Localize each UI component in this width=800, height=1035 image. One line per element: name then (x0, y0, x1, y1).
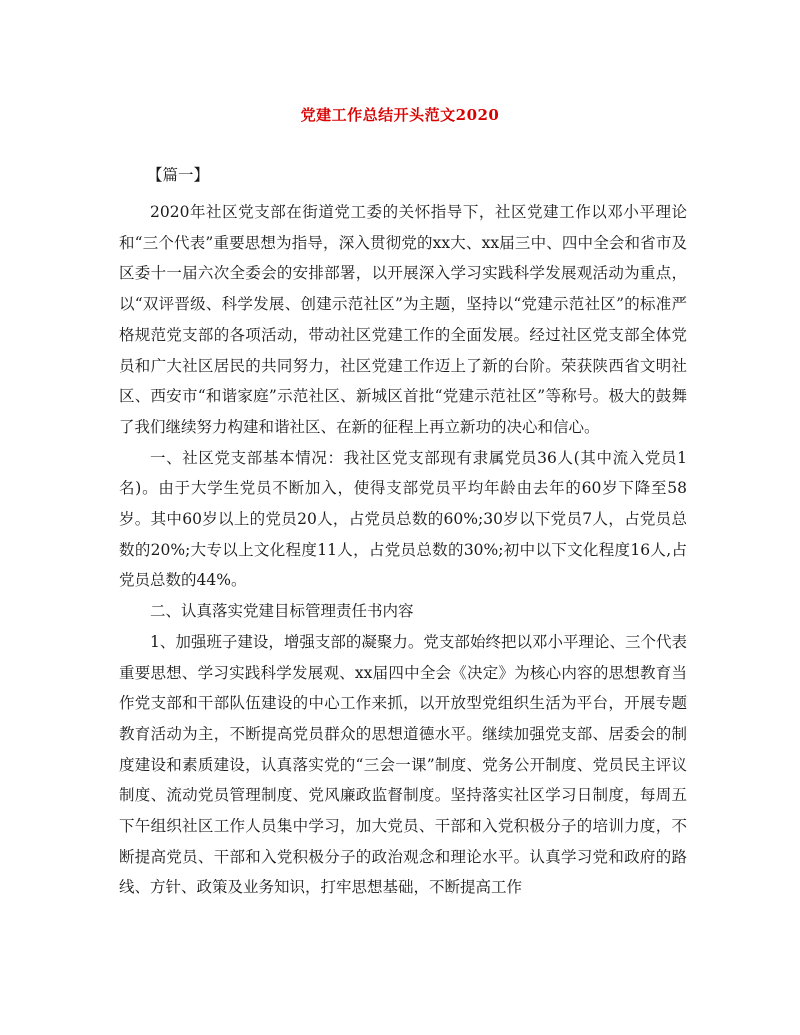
paragraph-basic-info: 一、社区党支部基本情况：我社区党支部现有隶属党员36人(其中流入党员1名)。由于大学生党员不断加入，使得支部党员平均年龄由去年的60岁下降至58岁。其中60岁以上的党员20人，占党员总数的60%;30岁以下党员7人，占党员总数的20%;大专以上文化程度11人，占党员总数的30%;初中以下文化程度16人,占党员总数的44%。 (119, 448, 687, 590)
paragraph-team-building: 1、加强班子建设，增强支部的凝聚力。党支部始终把以邓小平理论、三个代表重要思想、学习实践科学发展观、xx届四中全会《决定》为核心内容的思想教育当作党支部和干部队伍建设的中心工作来抓，以开放型党组织生活为平台，开展专题教育活动为主，不断提高党员群众的思想道德水平。继续加强党支部、居委会的制度建设和素质建设，认真落实党的“三会一课”制度、党务公开制度、党员民主评议制度、流动党员管理制度、党风廉政监督制度。坚持落实社区学习日制度，每周五下午组织社区工作人员集中学习，加大党员、干部和入党积极分子的培训力度，不断提高党员、干部和入党积极分子的政治观念和理论水平。认真学习党和政府的路线、方针、政策及业务知识，打牢思想基础，不断提高工作 (119, 632, 687, 897)
document-body (119, 197, 687, 903)
section-label: 【篇一】 (147, 166, 210, 184)
paragraph-heading-two: 二、认真落实党建目标管理责任书内容 (150, 602, 414, 621)
document-title: 党建工作总结开头范文2020 (300, 106, 500, 124)
paragraph-intro: 2020年社区党支部在街道党工委的关怀指导下，社区党建工作以邓小平理论和“三个代表”重要思想为指导，深入贯彻党的xx大、xx届三中、四中全会和省市及区委十一届六次全委会的安排部署，以开展深入学习实践科学发展观活动为重点，以“双评晋级、科学发展、创建示范社区”为主题，坚持以“党建示范社区”的标准严格规范党支部的各项活动，带动社区党建工作的全面发展。经过社区党支部全体党员和广大社区居民的共同努力，社区党建工作迈上了新的台阶。荣获陕西省文明社区、西安市“和谐家庭”示范社区、新城区首批“党建示范社区”等称号。极大的鼓舞了我们继续努力构建和谐社区、在新的征程上再立新功的决心和信心。 (119, 203, 687, 436)
